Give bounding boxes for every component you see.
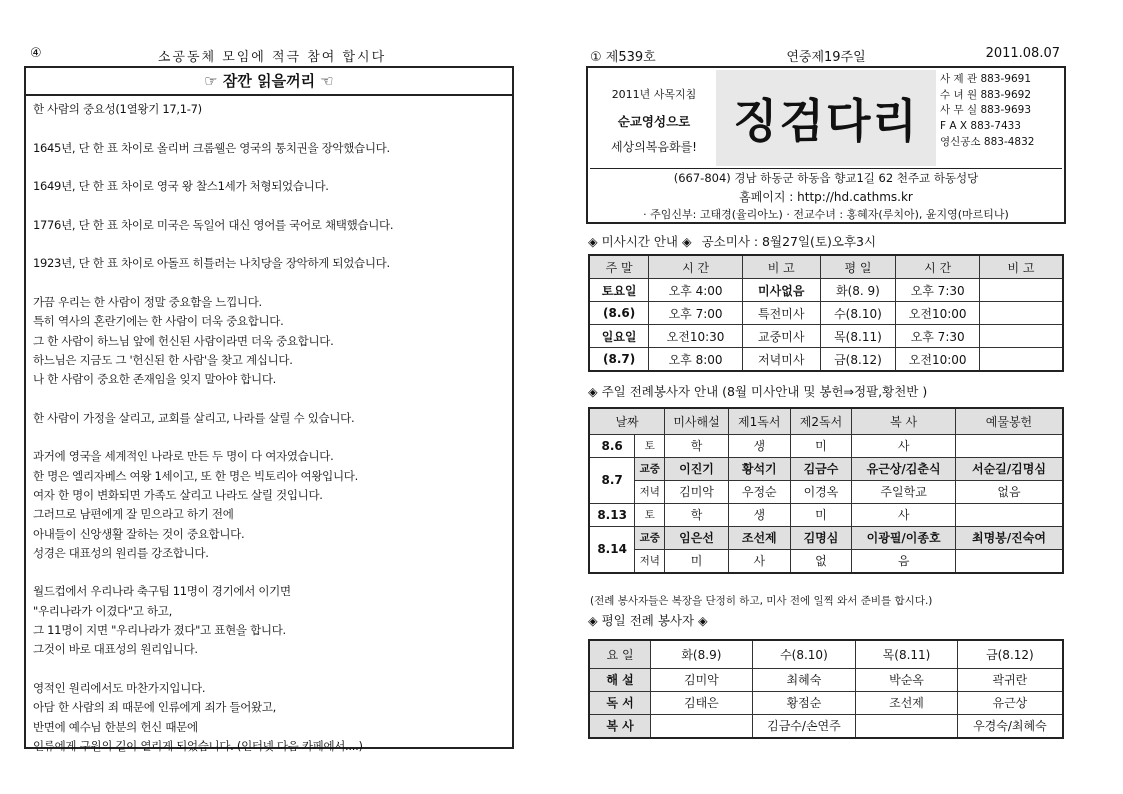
weekday-row <box>589 691 1063 714</box>
header-cell: 평 일 <box>820 255 896 279</box>
student-cell <box>955 434 1063 457</box>
ministers-row-8-13 <box>589 503 1063 526</box>
minister-cell: 없 <box>790 549 852 573</box>
reading-line: 한 사람의 중요성(1열왕기 17,1-7) <box>33 102 202 116</box>
weekday-cell: 화(8. 9) <box>820 279 896 302</box>
ministers-row-8-7-eve <box>589 480 1063 503</box>
weekday-ministers-heading: ◈ 평일 전례 봉사자 ◈ <box>588 613 708 628</box>
saturday-label: 토요일 <box>589 279 649 302</box>
reading-line: 한 사람이 가정을 살리고, 교회를 살리고, 나라를 살릴 수 있습니다. <box>33 410 355 425</box>
reading-line: 성경은 대표성의 원리를 강조합니다. <box>33 545 209 560</box>
right-page-header <box>586 46 1066 66</box>
reading-line: 나 한 사람이 중요한 존재임을 잊지 말아야 합니다. <box>33 372 277 387</box>
ministers-row-8-6 <box>589 434 1063 457</box>
reading-line: 1923년, 단 한 표 차이로 아돌프 히틀러는 나치당을 장악하게 되었습니다. <box>33 256 390 271</box>
day-cell: 토 <box>635 434 665 457</box>
header-cell: 주 말 <box>589 255 649 279</box>
day-cell: 토 <box>635 503 665 526</box>
minister-cell: 우정순 <box>728 480 790 503</box>
minister-cell: 김명심 <box>790 526 852 549</box>
student-cell: 사 <box>852 503 956 526</box>
minister-cell <box>651 714 752 738</box>
minister-cell: 없음 <box>955 480 1063 503</box>
mass-type-cell: 교중 <box>635 526 665 549</box>
mass-note: 저녁미사 <box>742 348 820 372</box>
header-cell: 제1독서 <box>728 408 790 434</box>
minister-cell: 김금수 <box>790 457 852 480</box>
header-cell: 예물봉헌 <box>955 408 1063 434</box>
minister-cell: 사 <box>728 549 790 573</box>
header-cell: 수(8.10) <box>752 640 856 668</box>
contact-line: 영신공소 883-4832 <box>940 135 1035 148</box>
motto-line1: 2011년 사목지침 <box>611 88 697 101</box>
mass-row <box>589 279 1063 302</box>
reading-line: 특히 역사의 혼란기에는 한 사람이 더욱 중요합니다. <box>33 314 284 329</box>
blank-line <box>33 119 506 138</box>
reading-title: ☞ 잠깐 읽을꺼리 ☜ <box>26 68 512 96</box>
contact-line: 수 녀 원 883-9692 <box>940 88 1031 101</box>
reading-line: 한 명은 엘리자베스 여왕 1세이고, 또 한 명은 빅토리아 여왕입니다. <box>33 468 358 483</box>
left-page-header <box>24 46 520 66</box>
date-cell: 8.14 <box>589 526 635 573</box>
header-cell: 날짜 <box>589 408 665 434</box>
mass-type-cell: 교중 <box>635 457 665 480</box>
header-cell: 화(8.9) <box>651 640 752 668</box>
student-cell: 사 <box>852 434 956 457</box>
blank-line <box>33 196 506 215</box>
reading-line: 하느님은 지금도 그 '헌신된 한 사람'을 찾고 계십니다. <box>33 352 293 367</box>
reading-line: 영적인 원리에서도 마찬가지입니다. <box>33 680 206 695</box>
issue-number: ① 제539호 <box>590 50 656 65</box>
reading-line: "우리나라가 이겼다"고 하고, <box>33 603 172 618</box>
blank-line <box>33 158 506 177</box>
sunday-date: (8.7) <box>589 348 649 372</box>
mass-schedule-table <box>588 254 1064 372</box>
mass-time: 오후 4:00 <box>649 279 743 302</box>
sunday-ministers-table <box>588 407 1064 574</box>
minister-cell: 우경숙/최혜숙 <box>957 714 1063 738</box>
reading-line: 그것이 바로 대표성의 원리입니다. <box>33 642 198 657</box>
header-cell: 복 사 <box>852 408 956 434</box>
reading-line: 여자 한 명이 변화되면 가족도 살리고 나라도 살릴 것입니다. <box>33 487 323 502</box>
minister-cell: 황석기 <box>728 457 790 480</box>
mass-type-cell: 저녁 <box>635 549 665 573</box>
student-cell: 생 <box>728 503 790 526</box>
homepage-link[interactable]: 홈페이지 : http://hd.cathms.kr <box>739 190 913 204</box>
blank-line <box>33 235 506 254</box>
reading-body <box>26 96 512 756</box>
student-cell: 미 <box>790 503 852 526</box>
reading-line: 1645년, 단 한 표 차이로 올리버 크롬웰은 영국의 통치권을 장악했습니다. <box>33 140 390 155</box>
sunday-label: 일요일 <box>589 325 649 348</box>
masthead-divider <box>590 168 1062 169</box>
student-cell <box>955 503 1063 526</box>
minister-cell: 조선제 <box>728 526 790 549</box>
role-cell: 해 설 <box>589 668 651 691</box>
weekday-ministers-table <box>588 639 1064 739</box>
motto-line3: 세상의복음화를! <box>611 140 697 154</box>
reading-line: 아내들이 신앙생활 잘하는 것이 중요합니다. <box>33 526 245 541</box>
page-number: ④ <box>30 46 42 61</box>
minister-cell: 김미악 <box>651 668 752 691</box>
header-cell: 제2독서 <box>790 408 852 434</box>
mass-type-cell: 저녁 <box>635 480 665 503</box>
blank-line <box>33 563 506 582</box>
reading-line: 월드컵에서 우리나라 축구팀 11명이 경기에서 이기면 <box>33 584 291 599</box>
minister-cell: 황점순 <box>752 691 856 714</box>
motto-line2: 순교영성으로 <box>617 114 691 129</box>
mass-row <box>589 325 1063 348</box>
saturday-date: (8.6) <box>589 302 649 325</box>
reading-line: 그 한 사람이 하느님 앞에 헌신된 사람이라면 더욱 중요합니다. <box>33 333 334 348</box>
weekday-note <box>980 279 1063 302</box>
slogan: 소공동체 모임에 적극 참여 합시다 <box>157 50 387 65</box>
blank-line <box>33 660 506 679</box>
reading-line: 그러므로 남편에게 잘 믿으라고 하기 전에 <box>33 507 234 522</box>
date-cell: 8.13 <box>589 503 635 526</box>
student-cell: 생 <box>728 434 790 457</box>
issue-date: 2011.08.07 <box>985 46 1060 61</box>
mass-note: 특전미사 <box>742 302 820 325</box>
ministers-row-8-14-eve <box>589 549 1063 573</box>
weekday-time: 오후 7:30 <box>896 279 980 302</box>
blank-line <box>33 274 506 293</box>
minister-cell <box>955 549 1063 573</box>
minister-cell: 최명봉/진숙여 <box>955 526 1063 549</box>
minister-cell: 이광필/이종호 <box>852 526 956 549</box>
weekday-note <box>980 348 1063 372</box>
student-cell: 학 <box>665 434 729 457</box>
role-cell: 독 서 <box>589 691 651 714</box>
reading-line: 1776년, 단 한 표 차이로 미국은 독일어 대신 영어를 국어로 채택했습니다. <box>33 217 394 232</box>
minister-cell: 미 <box>665 549 729 573</box>
date-cell: 8.7 <box>589 457 635 503</box>
header-cell: 비 고 <box>742 255 820 279</box>
contact-line: F A X 883-7433 <box>940 120 1021 133</box>
minister-cell: 주일학교 <box>852 480 956 503</box>
reading-line: 아담 한 사람의 죄 때문에 인류에게 죄가 들어왔고, <box>33 700 277 715</box>
mass-time: 오후 7:00 <box>649 302 743 325</box>
minister-cell: 곽귀란 <box>957 668 1063 691</box>
date-cell: 8.6 <box>589 434 635 457</box>
contact-line: 사 제 관 883-9691 <box>940 73 1031 85</box>
mass-row <box>589 348 1063 372</box>
mass-row <box>589 302 1063 325</box>
minister-cell <box>856 714 957 738</box>
header-cell: 비 고 <box>980 255 1063 279</box>
minister-cell: 최혜숙 <box>752 668 856 691</box>
weekday-cell: 수(8.10) <box>820 302 896 325</box>
mass-time: 오후 8:00 <box>649 348 743 372</box>
reading-line: 과거에 영국을 세계적인 나라로 만든 두 명이 다 여자였습니다. <box>33 449 334 464</box>
weekday-cell: 목(8.11) <box>820 325 896 348</box>
ministers-row-8-7-main <box>589 457 1063 480</box>
weekday-note <box>980 325 1063 348</box>
weekday-header-row <box>589 640 1063 668</box>
weekday-cell: 금(8.12) <box>820 348 896 372</box>
minister-cell: 조선제 <box>856 691 957 714</box>
bulletin-logo: 징검다리 <box>716 70 936 166</box>
blank-line <box>33 389 506 408</box>
pastor-info: · 주임신부: 고태경(율리아노) · 전교수녀 : 홍혜자(루치아), 윤지영(마르티나) <box>643 208 1009 221</box>
reading-line: 반면에 예수님 한분의 헌신 때문에 <box>33 719 198 734</box>
header-cell: 미사해설 <box>665 408 729 434</box>
minister-cell: 이경옥 <box>790 480 852 503</box>
minister-cell: 김태은 <box>651 691 752 714</box>
minister-cell: 임은선 <box>665 526 729 549</box>
pastoral-motto <box>594 80 714 180</box>
weekday-row <box>589 668 1063 691</box>
reading-line: 1649년, 단 한 표 차이로 영국 왕 찰스1세가 처형되었습니다. <box>33 179 329 194</box>
mass-schedule-heading <box>588 232 876 250</box>
minister-cell: 박순옥 <box>856 668 957 691</box>
header-cell: 요 일 <box>589 640 651 668</box>
liturgical-week: 연중제19주일 <box>786 50 866 65</box>
role-cell: 복 사 <box>589 714 651 738</box>
student-cell: 미 <box>790 434 852 457</box>
minister-cell: 서순길/김명심 <box>955 457 1063 480</box>
weekday-time: 오전10:00 <box>896 348 980 372</box>
church-address: (667-804) 경남 하동군 하동읍 향교1길 62 천주교 하동성당 <box>673 171 979 185</box>
mass-header-row <box>589 255 1063 279</box>
weekday-time: 오전10:00 <box>896 302 980 325</box>
reading-box <box>24 66 514 753</box>
student-cell: 학 <box>665 503 729 526</box>
contact-list <box>940 72 1064 151</box>
minister-cell: 이진기 <box>665 457 729 480</box>
reading-line: 인류에게 구원의 길이 열리게 되었습니다. (인터넷 다음 카페에서....) <box>33 738 363 753</box>
mass-note: 교중미사 <box>742 325 820 348</box>
header-cell: 금(8.12) <box>957 640 1063 668</box>
reading-line: 가끔 우리는 한 사람이 정말 중요함을 느낍니다. <box>33 294 262 309</box>
minister-cell: 유근상/김춘식 <box>852 457 956 480</box>
minister-cell: 유근상 <box>957 691 1063 714</box>
weekday-note <box>980 302 1063 325</box>
header-cell: 시 간 <box>649 255 743 279</box>
ministers-note: (전례 봉사자들은 복장을 단정히 하고, 미사 전에 일찍 와서 준비를 합시다.) <box>590 595 933 607</box>
header-cell: 시 간 <box>896 255 980 279</box>
ministers-row-8-14-main <box>589 526 1063 549</box>
minister-cell: 김금수/손연주 <box>752 714 856 738</box>
weekday-row <box>589 714 1063 738</box>
mass-time: 오전10:30 <box>649 325 743 348</box>
minister-cell: 김미악 <box>665 480 729 503</box>
header-cell: 목(8.11) <box>856 640 957 668</box>
mass-heading-text: ◈ 미사시간 안내 ◈ <box>588 234 692 249</box>
minister-cell: 음 <box>852 549 956 573</box>
weekday-time: 오후 7:30 <box>896 325 980 348</box>
special-mass-text: 공소미사 : 8월27일(토)오후3시 <box>701 234 877 249</box>
sunday-ministers-heading: ◈ 주일 전례봉사자 안내 (8월 미사안내 및 봉헌⇒정팔,황천반 ) <box>588 384 928 399</box>
ministers-header-row <box>589 408 1063 434</box>
mass-note: 미사없음 <box>742 279 820 302</box>
reading-line: 그 11명이 지면 "우리나라가 졌다"고 표현을 합니다. <box>33 623 286 638</box>
contact-line: 사 무 실 883-9693 <box>940 104 1031 117</box>
blank-line <box>33 428 506 447</box>
masthead <box>586 66 1066 224</box>
